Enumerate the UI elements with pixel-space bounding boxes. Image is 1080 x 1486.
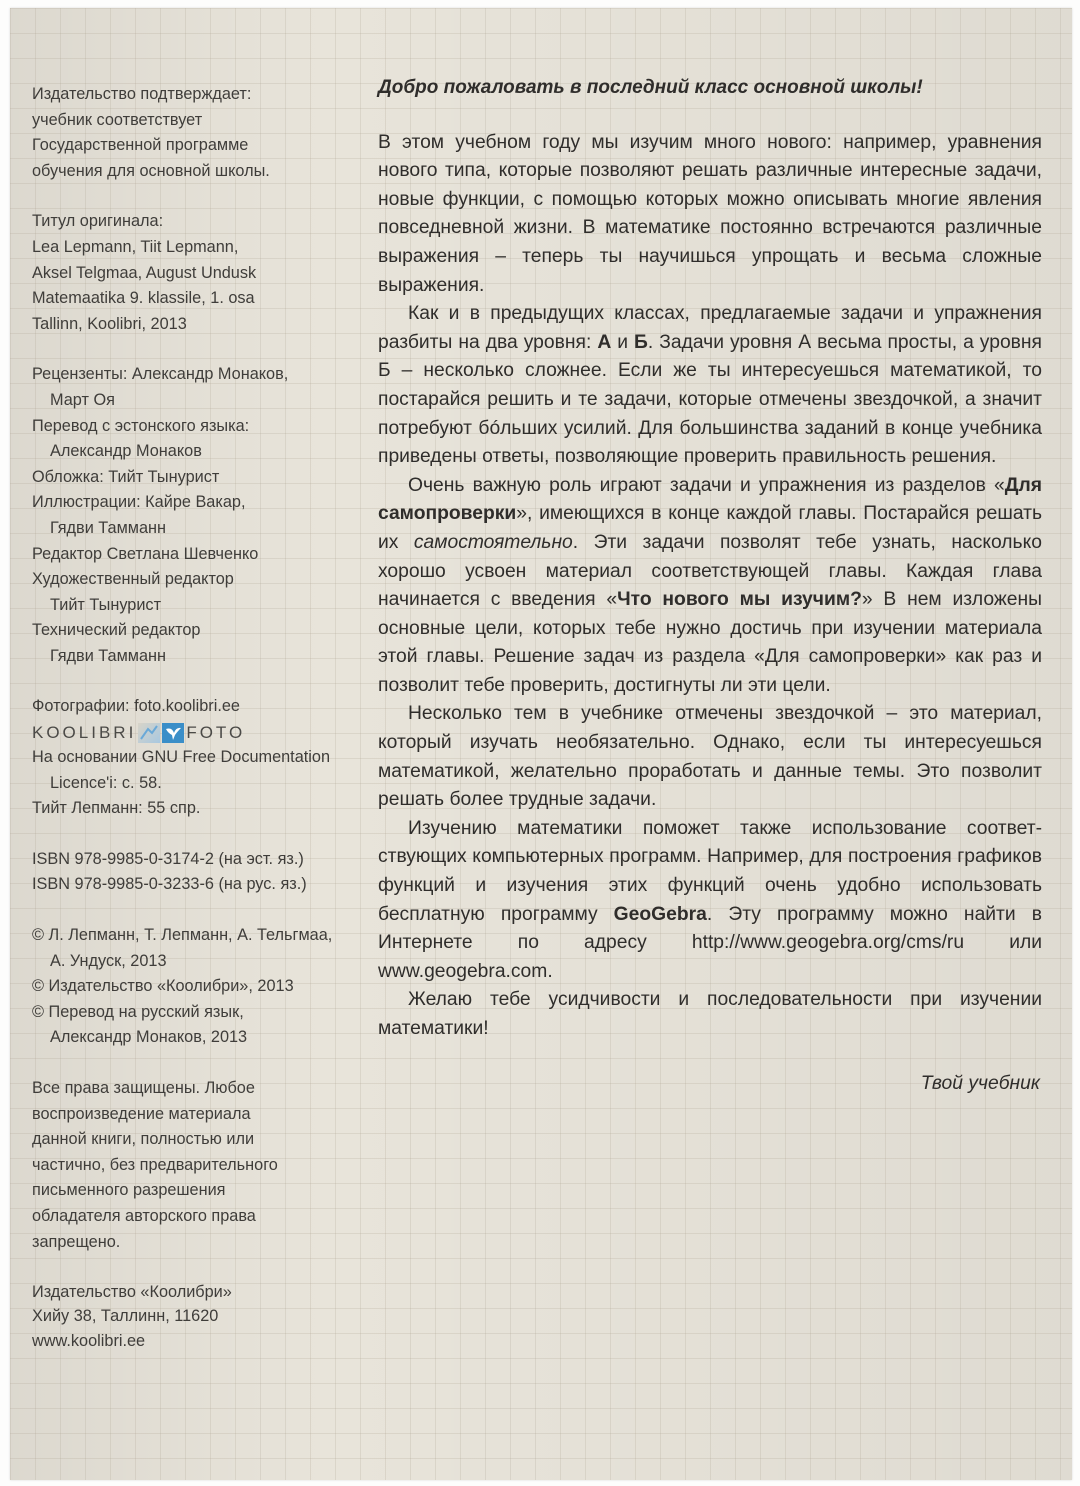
imprint-line: Издательство подтверждает:	[32, 85, 252, 103]
rights-line: обладателя авторского права	[32, 1206, 256, 1225]
imprint-line: Государственной программе	[32, 136, 249, 155]
foreword-heading: Добро пожаловать в последний класс основной школы!	[378, 77, 923, 98]
credit-line: Март Оя	[50, 390, 115, 409]
text-run: и	[611, 331, 635, 353]
credit-line: Гядви Тамманн	[50, 518, 167, 537]
foreword-paragraph-6: Желаю тебе усидчивости и последовательности при изучении математики!	[378, 989, 1042, 1039]
text-run: . Эту программу можно найти в Интернете по адресу http://www.geogebra.org/cms/ru или www.geogebra.com.	[378, 903, 1042, 982]
rights-line: Все права защищены. Любое	[32, 1079, 255, 1097]
credit-line: Обложка: Тийт Тынурист	[32, 467, 220, 486]
foreword-paragraph-5	[378, 815, 1042, 987]
rights-line: воспроизведение материала	[32, 1104, 251, 1123]
foreword-signature: Твой учебник	[920, 1072, 1040, 1094]
credit-line: Перевод с эстонского языка:	[32, 416, 250, 435]
text-run: », имеющихся в конце каждой главы. Постарайся решать их	[378, 503, 1042, 553]
text-run: » В нем изложены основные цели, которых тебе нужно достичь при изучении материала этой главы. Решение задач из раздела «Для самопроверки» как раз и позволит тебе проверить, достигнуты ли эти цели.	[378, 589, 1042, 696]
imprint-line: Tallinn, Koolibri, 2013	[32, 314, 187, 333]
foreword-paragraph-3	[378, 472, 1042, 701]
credit-line: Технический редактор	[32, 621, 201, 640]
credit-line: Тийт Тынурист	[50, 595, 162, 614]
copyright-line: А. Ундуск, 2013	[50, 951, 167, 970]
credit-line: Иллюстрации: Кайре Вакар,	[32, 493, 246, 512]
copyright-line: © Перевод на русский язык,	[32, 1002, 244, 1021]
logo-text-foto: FOTO	[186, 722, 246, 742]
text-run: Очень важную роль играют задачи и упражнения из разделов «	[408, 474, 1005, 496]
rights-line: частично, без предварительного	[32, 1155, 278, 1174]
geogebra-term: GeoGebra	[613, 903, 707, 925]
photos-block	[32, 694, 362, 821]
publisher-website: www.koolibri.ee	[32, 1331, 146, 1350]
hummingbird-logo-icon	[138, 723, 184, 743]
credit-line: Редактор Светлана Шевченко	[32, 544, 259, 563]
textbook-page	[10, 8, 1072, 1480]
copyright-line: © Издательство «Коолибри», 2013	[32, 977, 294, 996]
publisher-address: Хийу 38, Таллинн, 11620	[32, 1307, 219, 1326]
emphasis-independently: самостоятельно	[413, 531, 573, 553]
photo-credit-line: Тийт Лепманн: 55 спр.	[32, 799, 201, 818]
koolibri-foto-logo	[32, 720, 362, 745]
self-check-term: Для самопроверки	[378, 474, 1042, 525]
text-run: . Эти задачи позволят тебе узнать, насколько хорошо усвоен материал соответствующей главы. Каждая глава начинается с введения «	[378, 531, 1042, 611]
text-run: Как и в предыдущих классах, предлагаемые задачи и упражнения разбиты на два уровня:	[378, 303, 1042, 353]
credit-line: Александр Монаков	[50, 442, 202, 461]
isbn-line: ISBN 978-9985-0-3174-2 (на эст. яз.)	[32, 849, 304, 868]
credit-line: Художественный редактор	[32, 570, 234, 589]
foreword-paragraph-2	[378, 300, 1042, 472]
text-run: . Задачи уровня А весьма просты, а уровня Б – несколько сложнее. Если же ты интересуешься математикой, то постарайся решить и те задачи, которые отмечены звездочкой, а значит потребуют бóльших усилий. Для большинства заданий в конце учебника приведены ответы, позволяющие проверить правильность решения.	[378, 331, 1042, 468]
imprint-line: Титул оригинала:	[32, 212, 164, 231]
rights-line: письменного разрешения	[32, 1181, 226, 1200]
rights-block	[32, 1076, 362, 1255]
copyright-line: © Л. Лепманн, Т. Лепманн, А. Тельгмаа,	[32, 926, 333, 945]
imprint-line: учебник соответствует	[32, 110, 203, 129]
license-line: На основании GNU Free Documentation	[32, 748, 331, 767]
publisher-block	[32, 1280, 362, 1353]
credits-block	[32, 362, 362, 669]
rights-line: данной книги, полностью или	[32, 1130, 255, 1149]
foreword-paragraph-1: В этом учебном году мы изучим много нового: например, уравнения нового типа, которые позволяют решать различные интересные задачи, новые функции, с помощью которых можно описывать многие явления повседневной жизни. В математике постоянно встречаются различные выражения – теперь ты научишься упрощать и весьма сложные выражения.	[378, 131, 1042, 296]
isbn-line: ISBN 978-9985-0-3233-6 (на рус. яз.)	[32, 875, 307, 894]
original-title-block	[32, 209, 362, 337]
copyright-line: Александр Монаков, 2013	[50, 1028, 248, 1047]
imprint-line: Aksel Telgmaa, August Undusk	[32, 263, 257, 282]
imprint-line: Matemaatika 9. klassile, 1. osa	[32, 289, 255, 308]
foreword-column	[378, 74, 1042, 1098]
foreword-paragraph-4: Несколько тем в учебнике отмечены звездочкой – это материал, который изучать необязательно. Однако, если ты интересуешься математикой, желательно проработать и данные темы. Это позволит решать более трудные задачи.	[378, 703, 1042, 811]
logo-text-koolibri: KOOLIBRI	[32, 722, 137, 742]
isbn-block	[32, 847, 362, 898]
level-b-label: Б	[634, 331, 648, 353]
whats-new-term: Что нового мы изучим?	[617, 589, 862, 611]
level-a-label: А	[597, 331, 612, 353]
text-run: Изучению математики поможет также использование соответствующих компьютерных программ. Например, для построения графиков функций и изучения этих функций очень удобно использовать бесплатную программу	[378, 817, 1042, 925]
credit-line: Рецензенты: Александр Монаков,	[32, 365, 289, 384]
photos-credit: Фотографии: foto.koolibri.ee	[32, 697, 240, 716]
imprint-line: обучения для основной школы.	[32, 161, 270, 180]
imprint-column	[32, 82, 362, 1378]
approval-block	[32, 82, 362, 184]
publisher-name: Издательство «Коолибри»	[32, 1283, 232, 1302]
imprint-line: Lea Lepmann, Tiit Lepmann,	[32, 237, 239, 256]
rights-line: запрещено.	[32, 1232, 121, 1251]
copyright-block	[32, 923, 362, 1051]
credit-line: Гядви Тамманн	[50, 646, 167, 665]
license-line: Licence'i: с. 58.	[50, 773, 162, 792]
